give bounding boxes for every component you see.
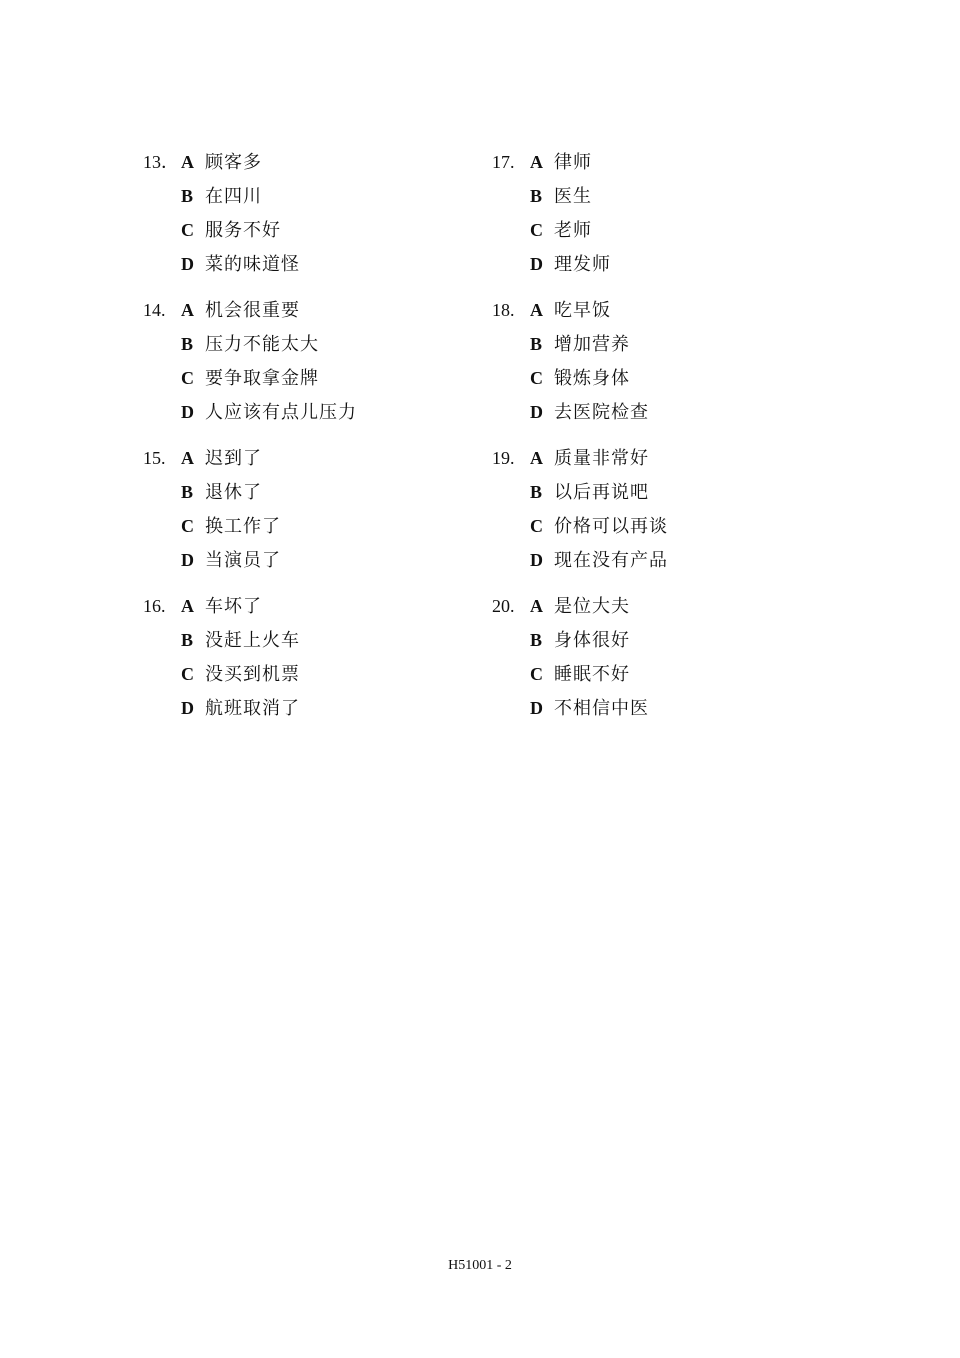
option-b [492,179,812,213]
option-letter: D [530,550,543,570]
option-letter: C [181,368,194,388]
option-c [143,361,463,395]
option-text: 没买到机票 [205,664,300,684]
option-d [492,395,812,429]
question-number: 16. [143,596,166,616]
option-text: 睡眠不好 [554,664,630,684]
option-text: 律师 [554,152,592,172]
option-letter: C [181,516,194,536]
option-b [492,623,812,657]
option-letter: B [530,482,543,502]
option-letter: D [181,254,194,274]
option-letter: D [181,402,194,422]
option-letter: B [181,334,194,354]
option-letter: A [181,152,194,172]
option-c [143,509,463,543]
option-d [492,247,812,281]
option-letter: C [530,664,543,684]
option-b [143,327,463,361]
option-letter: A [181,300,194,320]
option-letter: B [181,482,194,502]
option-text: 是位大夫 [554,596,630,616]
option-letter: D [181,698,194,718]
option-letter: D [530,254,543,274]
option-a [143,441,463,475]
question-16 [143,589,463,725]
question-20 [492,589,812,725]
question-number: 13． [143,152,179,172]
option-letter: A [181,596,194,616]
option-text: 当演员了 [205,550,281,570]
option-text: 顾客多 [205,152,262,172]
option-letter: C [530,368,543,388]
option-text: 在四川 [205,186,262,206]
option-a [492,145,812,179]
option-letter: B [530,630,543,650]
option-text: 压力不能太大 [205,334,319,354]
option-text: 菜的味道怪 [205,254,300,274]
question-number: 18. [492,300,515,320]
option-letter: D [530,698,543,718]
option-text: 迟到了 [205,448,262,468]
option-letter: C [530,516,543,536]
option-text: 医生 [554,186,592,206]
option-a [492,441,812,475]
question-19 [492,441,812,577]
option-c [143,657,463,691]
question-17 [492,145,812,281]
option-text: 理发师 [554,254,611,274]
option-text: 要争取拿金牌 [205,368,319,388]
option-text: 锻炼身体 [554,368,630,388]
option-c [492,657,812,691]
option-letter: B [181,630,194,650]
option-letter: A [530,596,543,616]
question-18 [492,293,812,429]
option-letter: D [181,550,194,570]
option-c [143,213,463,247]
question-14 [143,293,463,429]
question-number: 14. [143,300,166,320]
option-a [143,293,463,327]
option-text: 人应该有点儿压力 [205,402,357,422]
option-text: 身体很好 [554,630,630,650]
option-d [143,395,463,429]
option-c [492,509,812,543]
option-b [143,623,463,657]
option-letter: C [530,220,543,240]
option-letter: A [530,448,543,468]
option-letter: B [181,186,194,206]
option-text: 去医院检查 [554,402,649,422]
option-letter: B [530,186,543,206]
question-number: 17. [492,152,515,172]
option-text: 质量非常好 [554,448,649,468]
question-number: 19. [492,448,515,468]
option-b [143,475,463,509]
option-letter: A [181,448,194,468]
option-d [492,691,812,725]
option-letter: C [181,664,194,684]
option-letter: C [181,220,194,240]
option-a [143,145,463,179]
option-text: 增加营养 [554,334,630,354]
option-a [143,589,463,623]
option-text: 以后再说吧 [554,482,649,502]
page-footer: H51001 - 2 [448,1258,512,1273]
option-b [492,475,812,509]
question-15 [143,441,463,577]
option-b [492,327,812,361]
option-text: 服务不好 [205,220,281,240]
option-letter: B [530,334,543,354]
option-d [143,691,463,725]
option-text: 退休了 [205,482,262,502]
question-13 [143,145,463,281]
question-number: 15. [143,448,166,468]
option-c [492,213,812,247]
option-text: 现在没有产品 [554,550,668,570]
option-text: 换工作了 [205,516,281,536]
option-text: 车坏了 [205,596,262,616]
option-text: 老师 [554,220,592,240]
option-a [492,293,812,327]
option-b [143,179,463,213]
question-number: 20. [492,596,515,616]
option-text: 不相信中医 [554,698,649,718]
option-letter: D [530,402,543,422]
option-text: 航班取消了 [205,698,300,718]
option-letter: A [530,300,543,320]
option-letter: A [530,152,543,172]
option-text: 吃早饭 [554,300,611,320]
option-d [143,543,463,577]
option-a [492,589,812,623]
option-text: 价格可以再谈 [554,516,668,536]
option-c [492,361,812,395]
option-text: 没赶上火车 [205,630,300,650]
option-text: 机会很重要 [205,300,300,320]
option-d [143,247,463,281]
option-d [492,543,812,577]
